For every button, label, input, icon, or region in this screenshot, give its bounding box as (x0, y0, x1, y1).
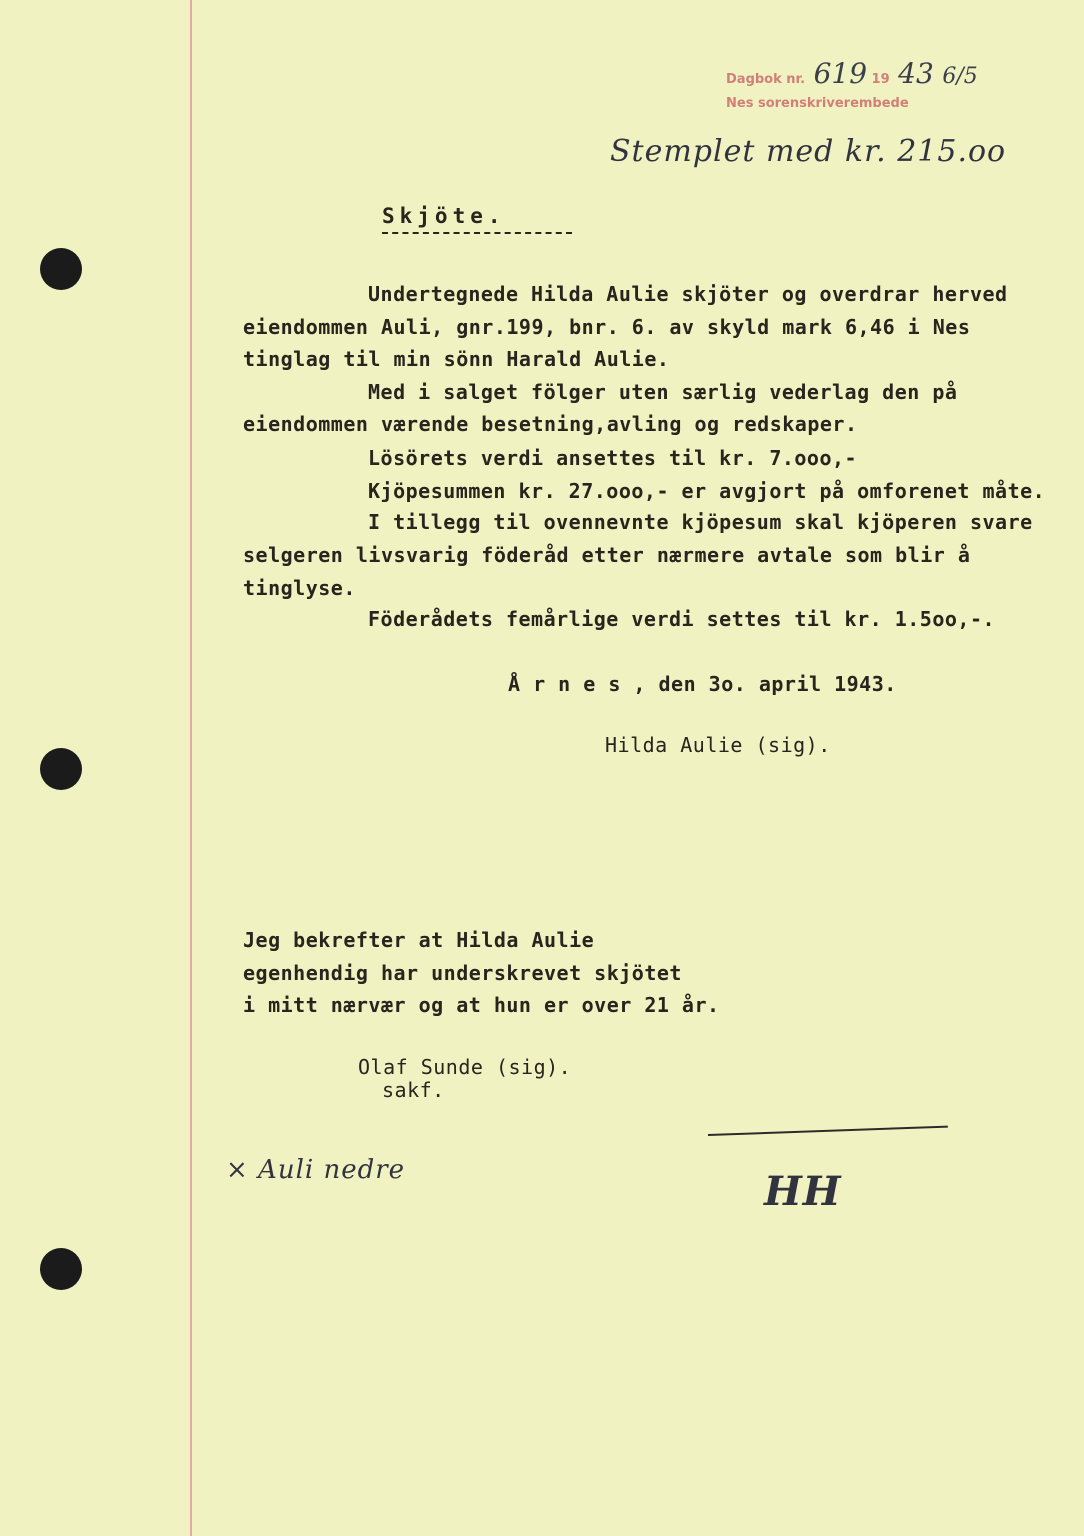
place-date: Å r n e s , den 3o. april 1943. (508, 672, 897, 696)
body-line: I tillegg til ovennevnte kjöpesum skal kjöperen svare (368, 510, 1033, 534)
body-line: eiendommen værende besetning,avling og redskaper. (243, 412, 858, 436)
attestation-line: Jeg bekrefter at Hilda Aulie (243, 928, 595, 952)
grantor-signature: Hilda Aulie (sig). (605, 733, 831, 757)
handwritten-margin-note: × Auli nedre (226, 1155, 406, 1185)
document-title: Skjöte. (382, 204, 506, 228)
body-line: Föderådets femårlige verdi settes til kr. 1.5oo,-. (368, 607, 996, 631)
body-line: Kjöpesummen kr. 27.ooo,- er avgjort på omforenet måte. (368, 479, 1046, 503)
stamp-year-prefix: 19 (871, 72, 890, 87)
body-line: tinglyse. (243, 576, 356, 600)
body-line: tinglag til min sönn Harald Aulie. (243, 347, 670, 371)
punch-hole (40, 248, 82, 290)
stamp-label: Dagbok nr. (726, 72, 806, 87)
attestation-line: i mitt nærvær og at hun er over 21 år. (243, 993, 720, 1017)
handwritten-stamp-note: Stemplet med kr. 215.oo (610, 134, 1007, 169)
stamp-date: 6/5 (942, 64, 978, 89)
registry-stamp (726, 57, 978, 116)
title-underline (382, 232, 572, 234)
handwritten-initials: HH (764, 1168, 842, 1215)
body-line: eiendommen Auli, gnr.199, bnr. 6. av skyld mark 6,46 i Nes (243, 315, 971, 339)
stamp-number: 619 (813, 57, 868, 90)
punch-hole (40, 1248, 82, 1290)
body-line: Lösörets verdi ansettes til kr. 7.ooo,- (368, 446, 858, 470)
body-line: Undertegnede Hilda Aulie skjöter og overdrar herved (368, 282, 1008, 306)
stamp-year: 43 (898, 57, 934, 90)
body-line: selgeren livsvarig föderåd etter nærmere avtale som blir å (243, 543, 971, 567)
margin-line (190, 0, 192, 1536)
body-line: Med i salget fölger uten særlig vederlag den på (368, 380, 958, 404)
signature-line (708, 1126, 948, 1136)
punch-hole (40, 748, 82, 790)
witness-name: Olaf Sunde (sig). (358, 1055, 572, 1079)
attestation-line: egenhendig har underskrevet skjötet (243, 961, 682, 985)
witness-title: sakf. (382, 1078, 445, 1102)
stamp-office: Nes sorenskriverembede (726, 96, 909, 111)
